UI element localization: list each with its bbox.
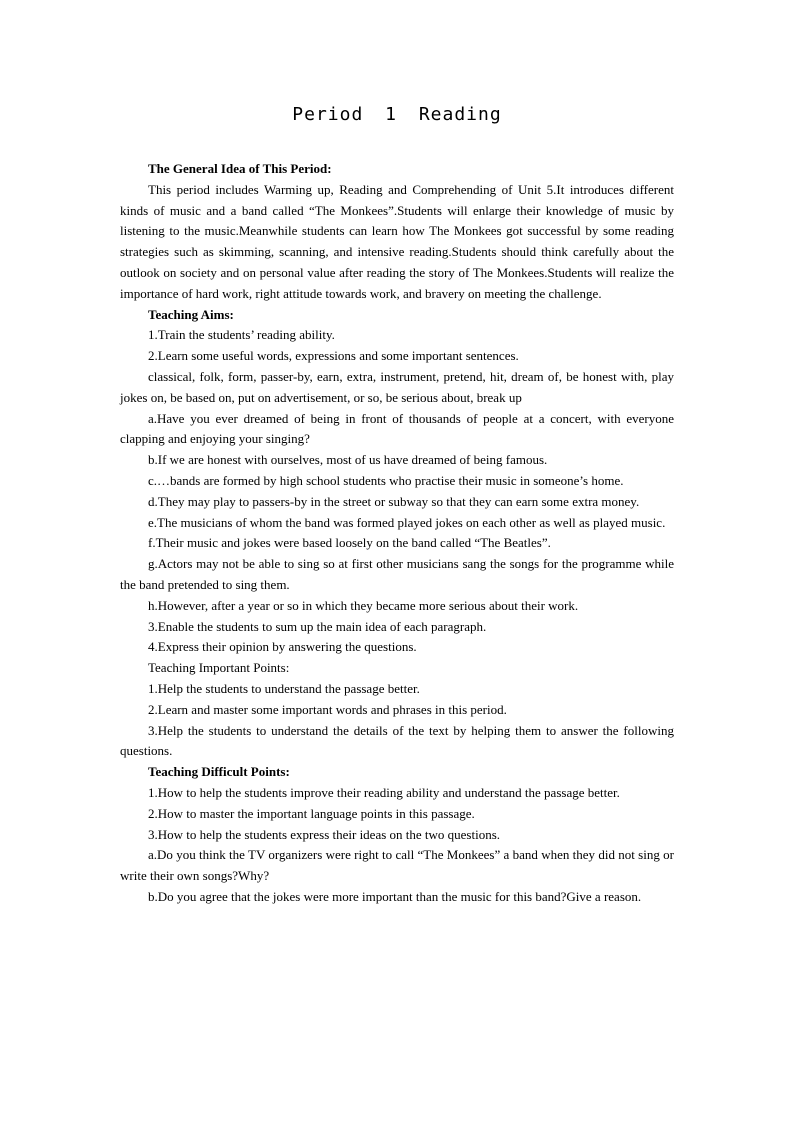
paragraph: b.Do you agree that the jokes were more important than the music for this band?Give a reason. (148, 888, 642, 904)
section-heading: Teaching Difficult Points: (148, 764, 290, 780)
paragraph: a.Do you think the TV organizers were right to call “The Monkees” a band when they did not sing or write their own songs?Why? (120, 847, 674, 884)
document-body (120, 159, 674, 908)
paragraph: h.However, after a year or so in which they became more serious about their work. (148, 597, 579, 613)
section-heading: The General Idea of This Period: (148, 161, 332, 176)
paragraph: 1.Help the students to understand the passage better. (148, 680, 420, 696)
paragraph: b.If we are honest with ourselves, most of us have dreamed of being famous. (148, 452, 548, 468)
paragraph: 3.Enable the students to sum up the main idea of each paragraph. (148, 618, 487, 634)
paragraph: d.They may play to passers-by in the street or subway so that they can earn some extra money. (148, 493, 640, 509)
paragraph: 3.How to help the students express their ideas on the two questions. (148, 826, 501, 842)
paragraph: f.Their music and jokes were based loosely on the band called “The Beatles”. (148, 535, 551, 551)
paragraph: a.Have you ever dreamed of being in front of thousands of people at a concert, with everyone clapping and enjoying your singing? (120, 410, 674, 447)
paragraph: g.Actors may not be able to sing so at first other musicians sang the songs for the programme while the band pretended to sing them. (120, 556, 674, 592)
paragraph: This period includes Warming up, Reading and Comprehending of Unit 5.It introduces different kinds of music and a band called “The Monkees”.Students will enlarge their knowledge of music by listening to the music.Meanwhile students can learn how The Monkees got successful by some reading strategies such as skimming, scanning, and intensive reading.Students should think carefully about the outlook on society and on personal value after reading the story of The Monkees.Students will realize the importance of hard work, right attitude towards work, and bravery on meeting the challenge. (120, 181, 674, 301)
paragraph: 1.Train the students’ reading ability. (148, 327, 335, 343)
paragraph: 2.How to master the important language points in this passage. (148, 805, 475, 821)
paragraph: e.The musicians of whom the band was formed played jokes on each other as well as played music. (148, 514, 666, 530)
page-title: Period 1 Reading (292, 104, 502, 125)
paragraph: 2.Learn and master some important words and phrases in this period. (148, 701, 507, 717)
paragraph: Teaching Important Points: (148, 660, 290, 676)
paragraph: 4.Express their opinion by answering the questions. (148, 639, 417, 655)
paragraph: c.…bands are formed by high school students who practise their music in someone’s home. (148, 472, 624, 488)
paragraph: 1.How to help the students improve their reading ability and understand the passage better. (148, 784, 620, 800)
paragraph: 3.Help the students to understand the details of the text by helping them to answer the following questions. (120, 722, 674, 759)
paragraph: classical, folk, form, passer-by, earn, extra, instrument, pretend, hit, dream of, be honest with, play jokes on, be based on, put on advertisement, or so, be serious about, break up (120, 368, 674, 405)
paragraph: 2.Learn some useful words, expressions and some important sentences. (148, 348, 519, 364)
section-heading: Teaching Aims: (148, 306, 234, 322)
